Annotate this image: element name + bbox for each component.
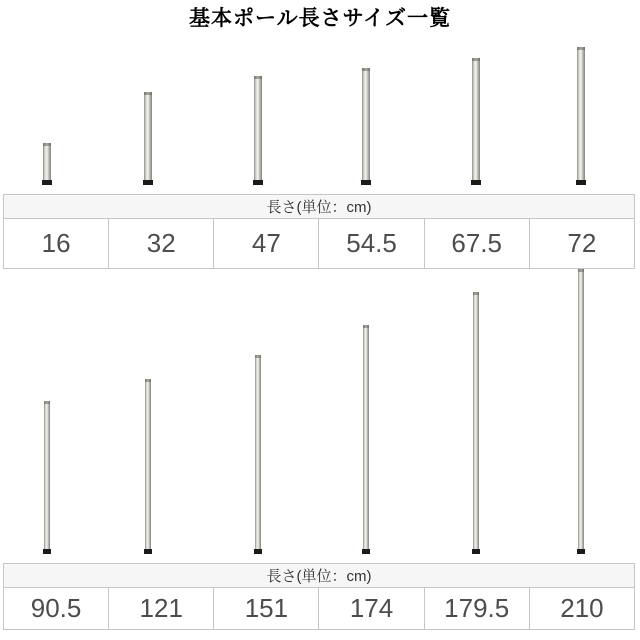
length-cell: 121	[109, 588, 214, 630]
length-cell: 210	[529, 588, 634, 630]
pole	[578, 269, 584, 554]
length-cell: 90.5	[4, 588, 109, 630]
length-cell: 151	[214, 588, 319, 630]
length-cell: 16	[4, 219, 109, 269]
page-title: 基本ポール長さサイズ一覧	[189, 7, 451, 30]
length-cell: 54.5	[319, 219, 424, 269]
pole	[44, 401, 50, 554]
pole	[145, 379, 151, 554]
length-cell: 47	[214, 219, 319, 269]
size-table-tall	[3, 563, 635, 630]
length-cell: 32	[109, 219, 214, 269]
length-cell: 67.5	[424, 219, 529, 269]
unit-header-cell: 長さ(単位：cm)	[4, 195, 635, 219]
pole	[255, 355, 261, 554]
pole	[473, 292, 479, 554]
unit-header-row	[4, 564, 635, 588]
length-cell: 179.5	[424, 588, 529, 630]
length-cell: 174	[319, 588, 424, 630]
unit-header-cell: 長さ(単位：cm)	[4, 564, 635, 588]
pole	[363, 325, 369, 554]
length-value-row	[4, 588, 635, 630]
length-cell: 72	[529, 219, 634, 269]
